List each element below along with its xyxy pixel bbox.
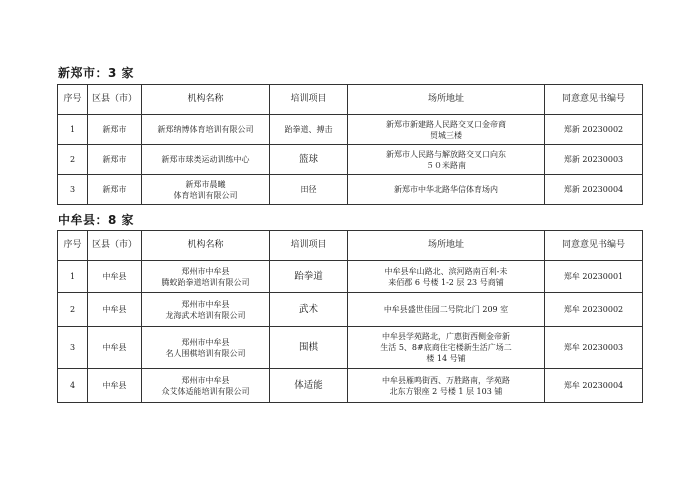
cell-district: 中牟县 (88, 293, 142, 327)
cell-address: 中牟县盛世佳园二号院北门 209 室 (348, 293, 545, 327)
cell-approval-no: 郑牟 20230002 (545, 293, 643, 327)
cell-approval-no: 郑新 20230004 (545, 175, 643, 205)
cell-org-name: 新郑市晨曦 体育培训有限公司 (142, 175, 270, 205)
cell-district: 中牟县 (88, 369, 142, 403)
header-district: 区县（市） (88, 231, 142, 261)
header-org-name: 机构名称 (142, 231, 270, 261)
xinzheng-table (57, 84, 643, 205)
cell-district: 新郑市 (88, 175, 142, 205)
header-training-item: 培训项目 (270, 85, 348, 115)
cell-seq: 3 (58, 175, 88, 205)
table-header-row (58, 231, 643, 261)
cell-seq: 1 (58, 261, 88, 293)
cell-address: 中牟县雁鸣街西、万胜路南，学苑路 北东方银座 2 号楼 1 层 103 铺 (348, 369, 545, 403)
cell-approval-no: 郑新 20230002 (545, 115, 643, 145)
cell-training-item: 围棋 (270, 327, 348, 369)
header-approval-no: 同意意见书编号 (545, 231, 643, 261)
cell-approval-no: 郑牟 20230003 (545, 327, 643, 369)
header-address: 场所地址 (348, 85, 545, 115)
table-row (58, 175, 643, 205)
header-seq: 序号 (58, 231, 88, 261)
table-row (58, 369, 643, 403)
cell-training-item: 篮球 (270, 145, 348, 175)
table-row (58, 145, 643, 175)
cell-district: 新郑市 (88, 115, 142, 145)
cell-training-item: 田径 (270, 175, 348, 205)
cell-training-item: 跆拳道、搏击 (270, 115, 348, 145)
header-org-name: 机构名称 (142, 85, 270, 115)
cell-seq: 2 (58, 145, 88, 175)
cell-district: 中牟县 (88, 327, 142, 369)
section-title-xinzheng: 新郑市：3 家 (58, 66, 135, 80)
table-row (58, 327, 643, 369)
table-header-row (58, 85, 643, 115)
cell-address: 新郑市中华北路华信体育场内 (348, 175, 545, 205)
zhongmou-table (57, 230, 643, 403)
table-row (58, 293, 643, 327)
table-row (58, 261, 643, 293)
cell-address: 新郑市人民路与解放路交叉口向东 ５０米路南 (348, 145, 545, 175)
header-address: 场所地址 (348, 231, 545, 261)
cell-org-name: 郑州市中牟县 名人围棋培训有限公司 (142, 327, 270, 369)
cell-org-name: 郑州市中牟县 龙海武术培训有限公司 (142, 293, 270, 327)
cell-org-name: 郑州市中牟县 腾蛟跆拳道培训有限公司 (142, 261, 270, 293)
cell-org-name: 新郑市球类运动训练中心 (142, 145, 270, 175)
cell-address: 中牟县牟山路北、滨河路南百利-未 来佰郡 6 号楼 1-2 层 23 号商铺 (348, 261, 545, 293)
cell-training-item: 武术 (270, 293, 348, 327)
cell-training-item: 跆拳道 (270, 261, 348, 293)
cell-approval-no: 郑牟 20230004 (545, 369, 643, 403)
cell-training-item: 体适能 (270, 369, 348, 403)
cell-approval-no: 郑新 20230003 (545, 145, 643, 175)
header-seq: 序号 (58, 85, 88, 115)
header-district: 区县（市） (88, 85, 142, 115)
cell-org-name: 郑州市中牟县 众艾体适能培训有限公司 (142, 369, 270, 403)
cell-seq: 2 (58, 293, 88, 327)
header-training-item: 培训项目 (270, 231, 348, 261)
section-title-zhongmou: 中牟县：8 家 (58, 213, 135, 227)
cell-seq: 4 (58, 369, 88, 403)
cell-seq: 1 (58, 115, 88, 145)
table-row (58, 115, 643, 145)
cell-district: 新郑市 (88, 145, 142, 175)
cell-org-name: 新郑纳博体育培训有限公司 (142, 115, 270, 145)
cell-approval-no: 郑牟 20230001 (545, 261, 643, 293)
cell-address: 新郑市新建路人民路交叉口金帝商 贸城三楼 (348, 115, 545, 145)
cell-address: 中牟县学苑路北，广惠街西侧金帝新 生活 5、8#底商住宅楼新生活广场二 楼 14 号铺 (348, 327, 545, 369)
cell-seq: 3 (58, 327, 88, 369)
cell-district: 中牟县 (88, 261, 142, 293)
header-approval-no: 同意意见书编号 (545, 85, 643, 115)
